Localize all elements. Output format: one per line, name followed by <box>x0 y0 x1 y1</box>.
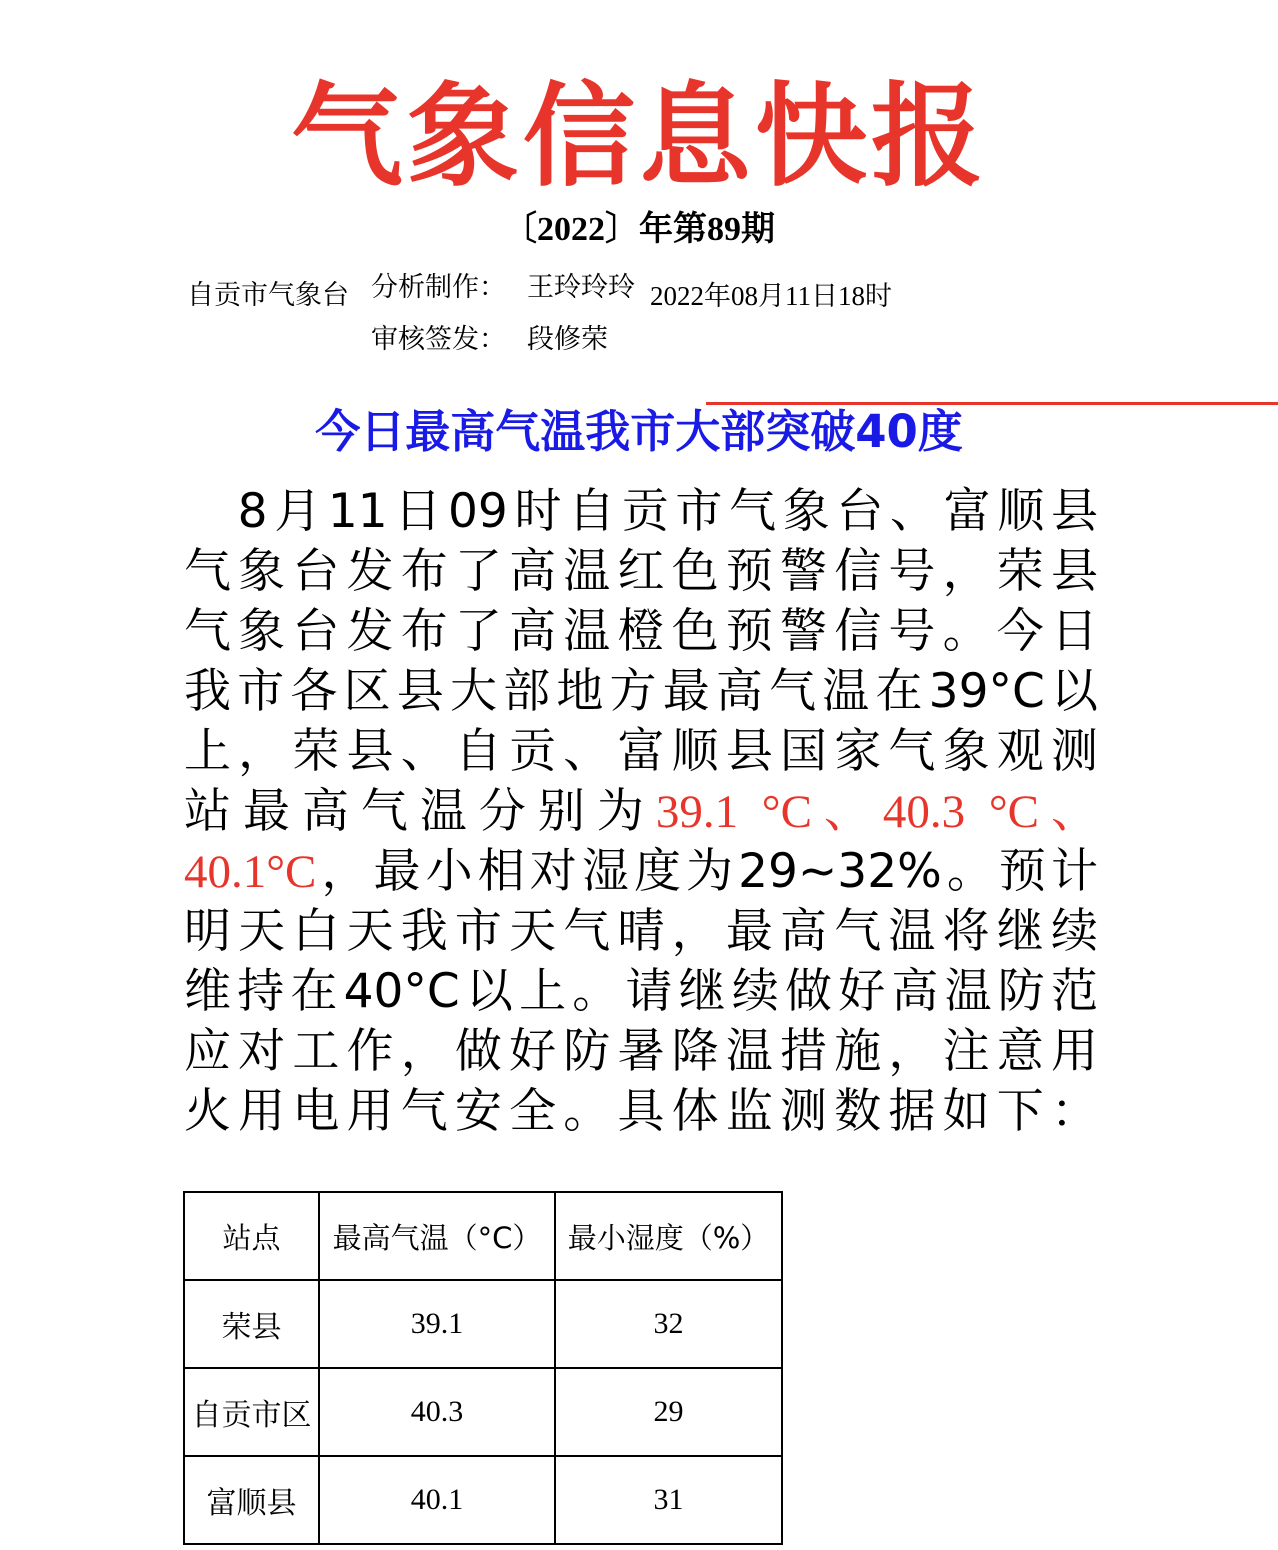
min-humidity-cell: 29 <box>555 1368 782 1456</box>
body-line-7-text: ，最小相对湿度为29~32%。预计 <box>316 844 1098 899</box>
max-temp-cell: 40.1 <box>319 1456 555 1544</box>
body-line-7 <box>184 842 1098 902</box>
station-cell: 自贡市区 <box>184 1368 319 1456</box>
analysis-label: 分析制作： <box>371 272 506 303</box>
table-header-cell: 最高气温（°C） <box>319 1192 555 1280</box>
body-line-5: 上，荣县、自贡、富顺县国家气象观测 <box>184 724 1098 779</box>
body-line-1: 8月11日09时自贡市气象台、富顺县 <box>184 484 1098 539</box>
min-humidity-cell: 32 <box>555 1280 782 1368</box>
table-header-row <box>184 1192 782 1280</box>
body-line-6-text: 站最高气温分别为 <box>184 784 656 839</box>
table-row <box>184 1456 782 1544</box>
station-cell: 荣县 <box>184 1280 319 1368</box>
body-line-6 <box>184 782 1098 842</box>
temp-separator: 、 <box>811 784 883 839</box>
station-cell: 富顺县 <box>184 1456 319 1544</box>
body-line-2: 气象台发布了高温红色预警信号，荣县 <box>184 544 1098 599</box>
min-humidity-cell: 31 <box>555 1456 782 1544</box>
table-row <box>184 1280 782 1368</box>
analyst-name: 王玲玲玲 <box>527 272 635 303</box>
body-line-11: 火用电用气安全。具体监测数据如下： <box>184 1084 1098 1139</box>
issue-datetime: 2022年08月11日18时 <box>650 281 892 311</box>
body-line-3: 气象台发布了高温橙色预警信号。今日 <box>184 604 1098 659</box>
table-row <box>184 1368 782 1456</box>
monitoring-data-table <box>183 1191 783 1545</box>
review-label: 审核签发： <box>371 324 506 355</box>
reviewer-name: 段修荣 <box>527 324 608 355</box>
table-header-cell: 站点 <box>184 1192 319 1280</box>
max-temp-cell: 39.1 <box>319 1280 555 1368</box>
temp-separator: 、 <box>1039 784 1098 839</box>
body-line-8: 明天白天我市天气晴，最高气温将继续 <box>184 904 1098 959</box>
temp-fushun: 40.1°C <box>184 846 317 898</box>
temp-rongxian: 39.1 °C <box>655 786 812 838</box>
masthead-title: 气象信息快报 <box>291 72 987 202</box>
body-line-4: 我市各区县大部地方最高气温在39°C以 <box>184 664 1098 719</box>
issuing-organization: 自贡市气象台 <box>187 280 349 311</box>
temp-zigong: 40.3 °C <box>882 786 1040 838</box>
article-headline: 今日最高气温我市大部突破40度 <box>315 405 963 458</box>
issue-number: 〔2022〕年第89期 <box>503 211 775 248</box>
body-line-9: 维持在40°C以上。请继续做好高温防范 <box>184 964 1098 1019</box>
body-line-10: 应对工作，做好防暑降温措施，注意用 <box>184 1024 1098 1079</box>
table-header-cell: 最小湿度（%） <box>555 1192 782 1280</box>
max-temp-cell: 40.3 <box>319 1368 555 1456</box>
